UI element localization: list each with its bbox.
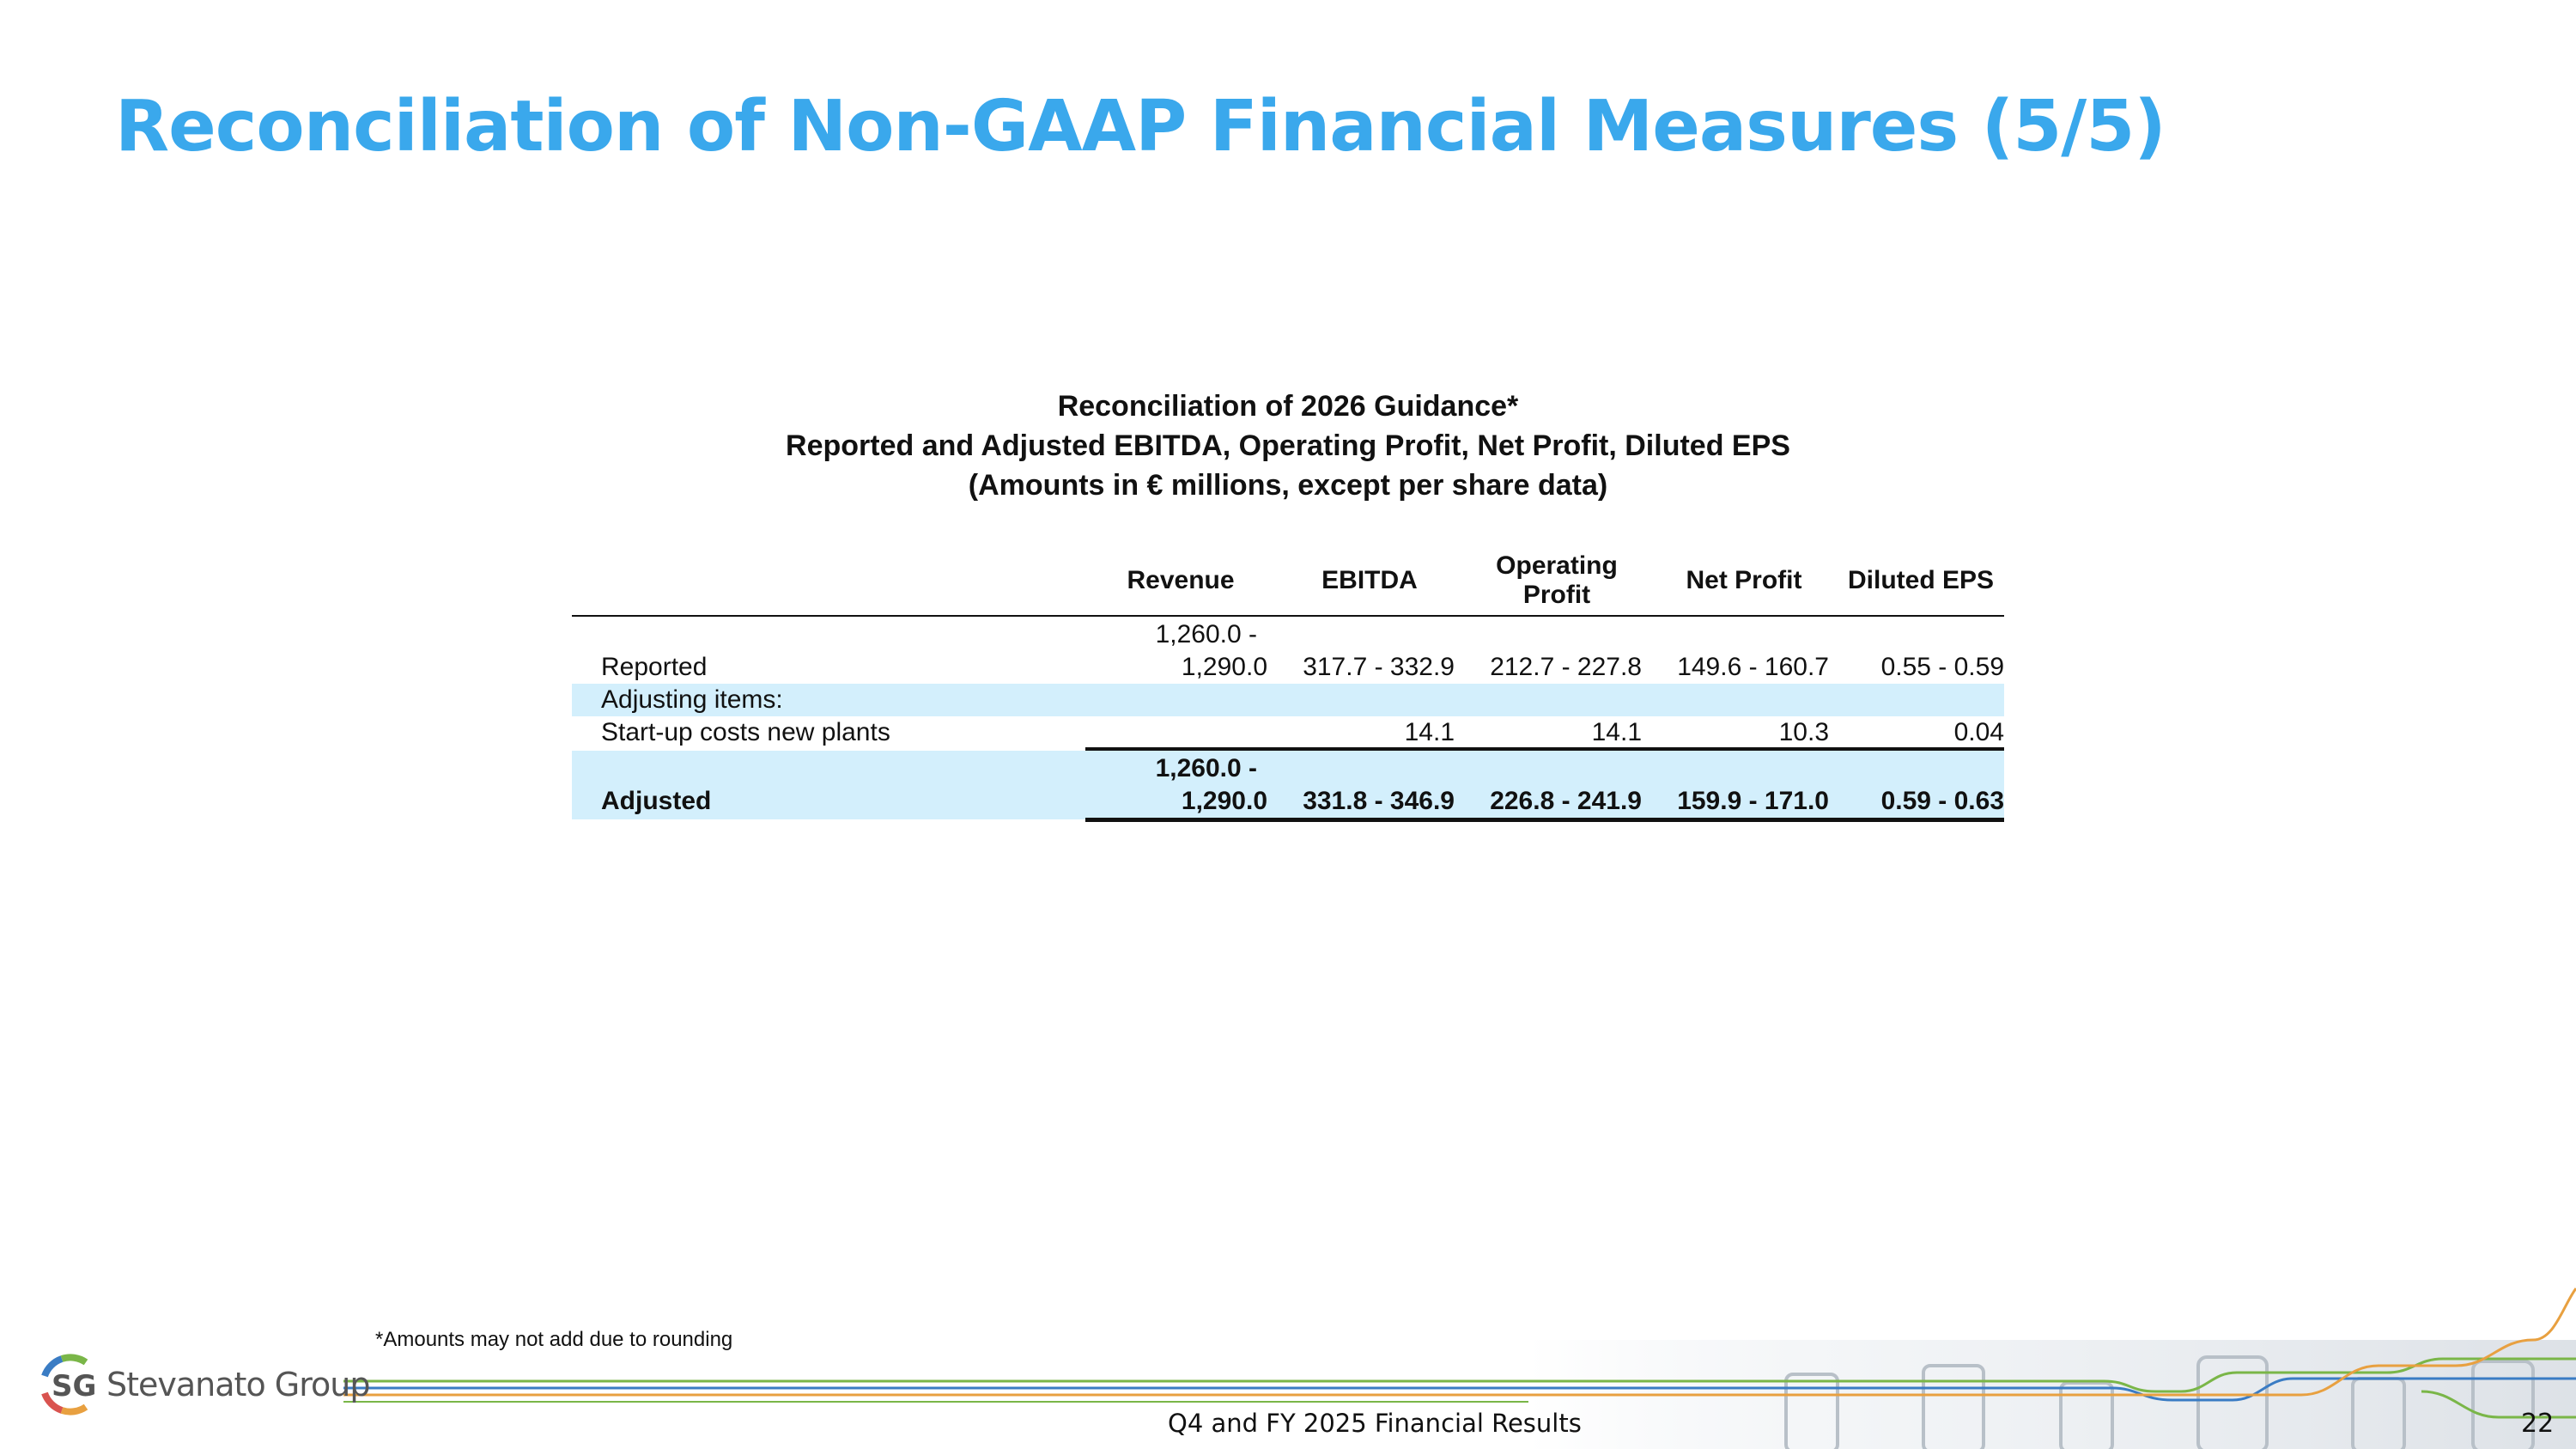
reported-revenue: [1085, 618, 1267, 684]
reported-net-profit: 149.6 - 160.7: [1677, 653, 1829, 681]
startup-costs-diluted-eps: 0.04: [1953, 718, 2004, 746]
adjusted-revenue-line2: 1,290.0: [1181, 787, 1267, 815]
total-rule: [1085, 818, 2004, 822]
header-net-profit: Net Profit: [1686, 566, 1802, 594]
header-operating-profit-line2: Profit: [1522, 581, 1591, 609]
table-units-note: (Amounts in € millions, except per share data): [968, 469, 1608, 502]
adjusted-revenue: [1085, 752, 1267, 818]
reported-diluted-eps: 0.55 - 0.59: [1880, 653, 2004, 681]
adjusted-label: Adjusted: [601, 787, 712, 815]
startup-costs-ebitda: 14.1: [1404, 718, 1455, 746]
adjusted-net-profit: 159.9 - 171.0: [1677, 787, 1829, 815]
adjusting-items-label: Adjusting items:: [601, 685, 783, 714]
reported-operating-profit: 212.7 - 227.8: [1490, 653, 1642, 681]
header-rule: [572, 615, 2004, 617]
adjusted-diluted-eps: 0.59 - 0.63: [1880, 787, 2004, 815]
header-revenue: Revenue: [1127, 566, 1235, 594]
page-number: 22: [2521, 1409, 2555, 1439]
adjusted-operating-profit: 226.8 - 241.9: [1490, 787, 1642, 815]
header-operating-profit-line1: Operating: [1496, 551, 1618, 580]
startup-costs-operating-profit: 14.1: [1591, 718, 1642, 746]
reported-revenue-line1: 1,260.0 -: [1155, 620, 1257, 648]
startup-costs-net-profit: 10.3: [1778, 718, 1829, 746]
header-operating-profit: [1463, 546, 1650, 615]
header-ebitda: EBITDA: [1321, 566, 1418, 594]
footer-text: Q4 and FY 2025 Financial Results: [1168, 1409, 1582, 1438]
logo-text: Stevanato Group: [106, 1366, 370, 1403]
reported-revenue-line2: 1,290.0: [1181, 653, 1267, 681]
table-subtitle: Reported and Adjusted EBITDA, Operating Profit, Net Profit, Diluted EPS: [786, 429, 1790, 462]
adjusted-revenue-line1: 1,260.0 -: [1155, 754, 1257, 782]
table-row-adjusting-items: [572, 684, 2004, 716]
startup-costs-label: Start-up costs new plants: [601, 718, 890, 746]
slide-title: Reconciliation of Non-GAAP Financial Measures (5/5): [115, 86, 2166, 167]
reported-ebitda: 317.7 - 332.9: [1303, 653, 1455, 681]
adjusted-ebitda: 331.8 - 346.9: [1303, 787, 1455, 815]
header-diluted-eps: Diluted EPS: [1847, 566, 1995, 594]
table-title: Reconciliation of 2026 Guidance*: [1057, 390, 1519, 423]
reported-label: Reported: [601, 653, 708, 681]
logo-mark: SG: [52, 1369, 97, 1403]
footnote: *Amounts may not add due to rounding: [375, 1328, 733, 1351]
